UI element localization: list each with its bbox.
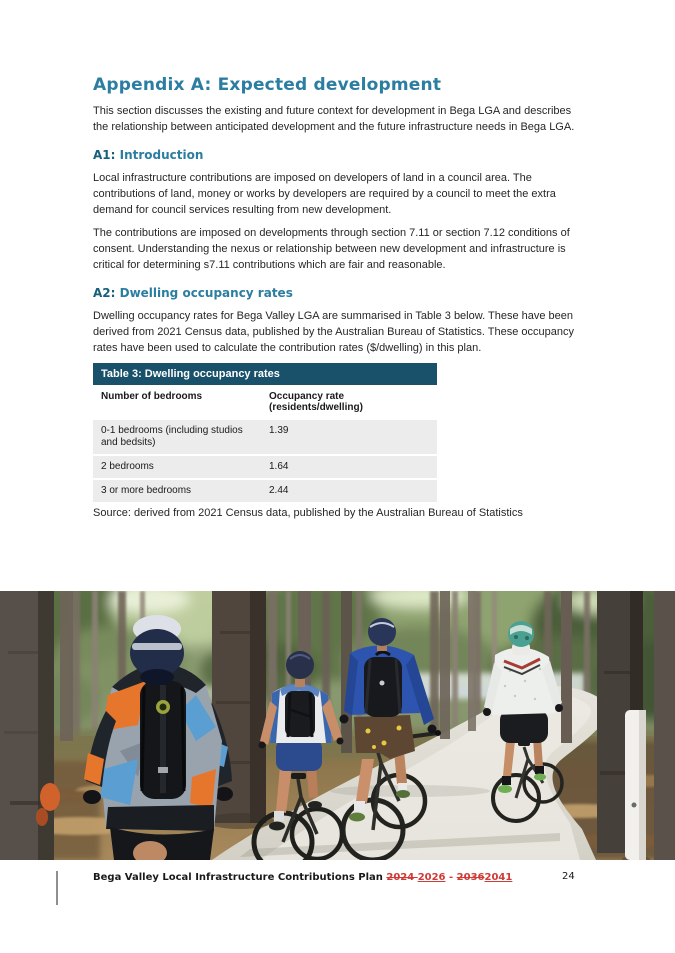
table-caption: Table 3: Dwelling occupancy rates [93,363,437,385]
table-header-row [93,385,437,419]
paragraph: Dwelling occupancy rates for Bega Valley LGA are summarised in Table 3 below. These have been derived from 2021 Census data, published by the Australian Bureau of Statistics. These occupancy rates have been used to calculate the contribution rates ($/dwelling) in this plan. [93,310,575,354]
occupancy-table [93,385,437,502]
bollard-right [622,710,650,860]
footer-edit-insert: 2041 [484,872,513,883]
section-prefix: A1: [93,148,116,162]
table-cell: 1.39 [261,419,437,455]
footer-edits [386,872,512,883]
paragraph: Local infrastructure contributions are imposed on developers of land in a council area. The contributions of land, money or works by developers are required by a council to meet the extra demand for council services resulting from new development. [93,172,556,216]
table-row [93,455,437,479]
section-label: Introduction [115,148,204,162]
section-label: Dwelling occupancy rates [115,286,293,300]
table-cell: 2.44 [261,479,437,502]
table-cell: 3 or more bedrooms [93,479,261,502]
section-heading-a2 [93,286,587,301]
source-note: Source: derived from 2021 Census data, published by the Australian Bureau of Statistics [93,507,523,519]
footer-title: Bega Valley Local Infrastructure Contributions Plan [93,872,387,883]
column-header: Number of bedrooms [93,385,261,419]
footer-edit-strike: 2024 [386,872,418,883]
section-prefix: A2: [93,286,116,300]
section-heading-a1 [93,148,587,163]
table-row [93,419,437,455]
intro-paragraph: This section discusses the existing and future context for development in Bega LGA and describes the relationship between anticipated development and the future infrastructure needs in Bega LGA. [93,105,575,133]
paragraph: The contributions are imposed on developments through section 7.11 or section 7.12 conditions of consent. Understanding the nexus or relationship between new development and infrastructure is critical for determining s7.11 contributions which are fair and reasonable. [93,227,570,271]
page-title: Appendix A: Expected development [93,75,442,95]
page-content [93,74,587,520]
table-cell: 0-1 bedrooms (including studios and bedsits) [93,419,261,455]
footer-edit-insert: 2026 [417,872,446,883]
table-cell: 2 bedrooms [93,455,261,479]
page-number: 24 [562,871,575,882]
column-header: Occupancy rate (residents/dwelling) [261,385,437,419]
track-change-bar [56,871,58,905]
table-row [93,479,437,502]
occupancy-table-body [93,419,437,502]
photo-cyclists-illustration [0,591,675,860]
footer-edit-plain: - [445,872,457,883]
photo-cyclists [0,591,675,860]
table-cell: 1.64 [261,455,437,479]
footer-edit-strike: 2036 [456,872,485,883]
